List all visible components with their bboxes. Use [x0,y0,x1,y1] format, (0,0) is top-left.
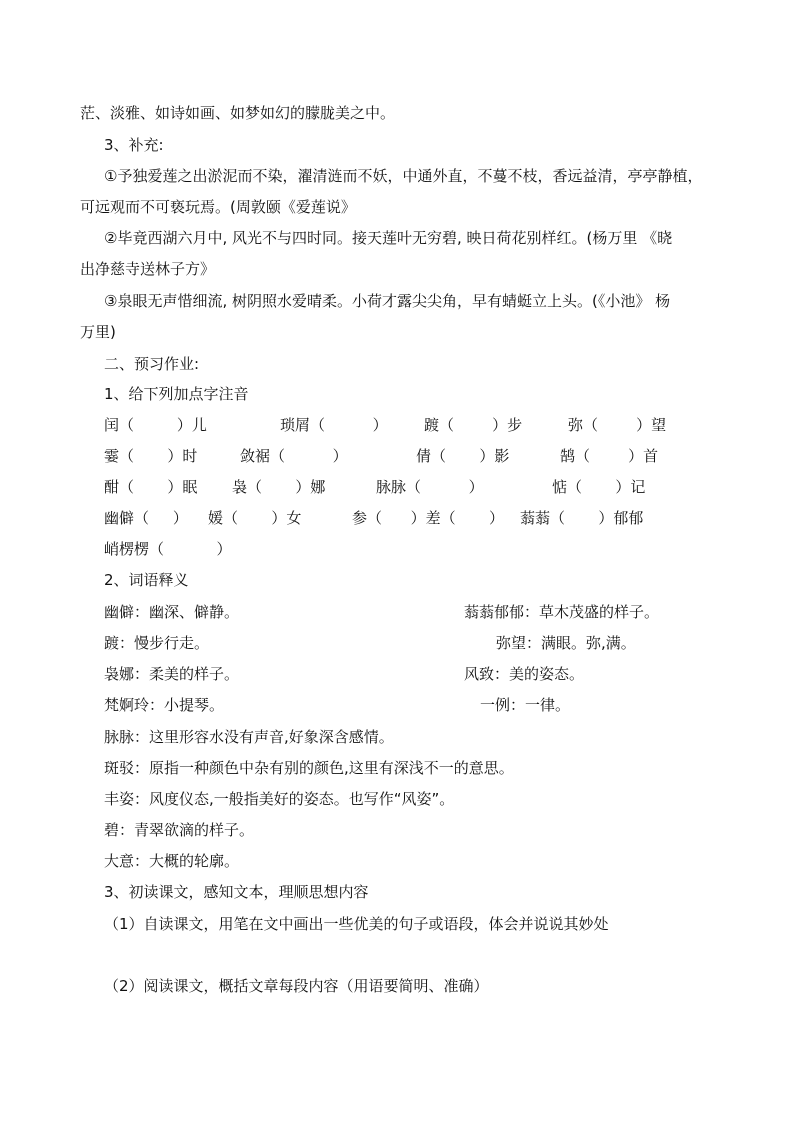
pinyin-item: 踱（ ）步 [424,416,523,434]
reading-task-1: （1）自读课文，用笔在文中画出一些优美的句子或语段，体会并说说其妙处 [104,915,609,933]
pinyin-item: 袅（ ）娜 [232,478,326,496]
quote-3-line-b: 万里) [80,323,116,341]
pinyin-item: 弥（ ）望 [568,416,667,434]
quote-2-line-a: ②毕竟西湖六月中, 风光不与四时同。接天莲叶无穷碧, 映日荷花别样红。(杨万里 《晓 [104,229,673,247]
pinyin-heading: 1、给下列加点字注音 [104,385,249,403]
vocab-heading: 2、词语释义 [104,571,189,589]
vocab-item: 一例：一律。 [480,696,571,714]
pinyin-item: 倩（ ）影 [416,447,510,465]
vocab-item: 蓊蓊郁郁：草木茂盛的样子。 [464,603,660,621]
pinyin-item: 惦（ ）记 [552,478,646,496]
reading-task-2: （2）阅读课文，概括文章每段内容（用语要简明、准确） [104,977,489,995]
reading-heading: 3、初读课文，感知文本，理顺思想内容 [104,883,369,901]
pinyin-item: 蓊蓊（ ）郁郁 [520,509,644,527]
pinyin-item: 琐屑（ ） [280,416,388,434]
quote-2-line-b: 出净慈寺送林子方》 [80,260,216,278]
vocab-item: 袅娜：柔美的样子。 [104,665,240,683]
vocab-item: 踱：慢步行走。 [104,634,210,652]
quote-3-line-a: ③泉眼无声惜细流, 树阴照水爱晴柔。小荷才露尖尖角，早有蜻蜓立上头。(《小池》 杨 [104,292,671,310]
homework-heading: 二、预习作业: [104,355,200,373]
vocab-item: 碧：青翠欲滴的样子。 [104,821,255,839]
supplement-heading: 3、补充: [104,136,164,154]
pinyin-item: 峭楞楞（ ） [104,540,232,558]
vocab-item: 大意：大概的轮廓。 [104,852,240,870]
pinyin-item: 酣（ ）眠 [104,478,198,496]
vocab-item: 斑驳：原指一种颜色中杂有别的颜色,这里有深浅不一的意思。 [104,759,514,777]
pinyin-item: 闰（ ）儿 [104,416,207,434]
pinyin-item: 幽僻（ ） [104,509,188,527]
pinyin-item: 参（ ）差（ ） [352,509,504,527]
quote-1-line-b: 可远观而不可亵玩焉。(周敦颐《爱莲说》 [80,198,356,216]
pinyin-item: 霎（ ）时 [104,447,198,465]
vocab-item: 弥望：满眼。弥,满。 [496,634,636,652]
pinyin-item: 敛裾（ ） [240,447,348,465]
intro-line-1: 茫、淡雅、如诗如画、如梦如幻的朦胧美之中。 [80,104,396,122]
pinyin-item: 脉脉（ ） [376,478,484,496]
vocab-item: 风致：美的姿态。 [464,665,585,683]
vocab-item: 梵婀玲：小提琴。 [104,696,225,714]
vocab-item: 脉脉：这里形容水没有声音,好象深含感情。 [104,728,394,746]
vocab-item: 幽僻：幽深、僻静。 [104,603,240,621]
vocab-item: 丰姿：风度仪态,一般指美好的姿态。也写作“风姿”。 [104,790,455,808]
pinyin-item: 鹄（ ）首 [560,447,659,465]
quote-1-line-a: ①予独爱莲之出淤泥而不染，濯清涟而不妖，中通外直，不蔓不枝，香远益清，亭亭静植， [104,167,703,185]
pinyin-item: 媛（ ）女 [208,509,302,527]
